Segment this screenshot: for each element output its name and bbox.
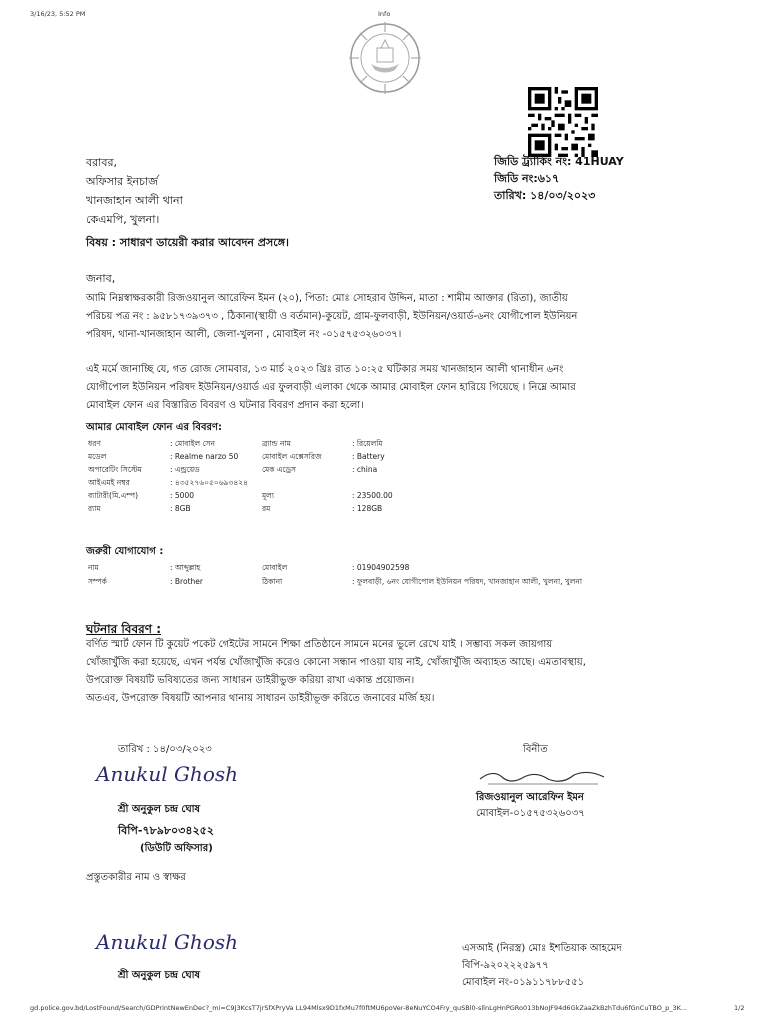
closing-text: বিনীত xyxy=(523,744,548,755)
report-paragraph xyxy=(86,361,686,415)
address-line: খানজাহান আলী থানা xyxy=(86,194,183,207)
field-label: রম xyxy=(262,504,271,513)
si-block xyxy=(462,940,622,991)
bottom-officer-name: শ্রী অনুকুল চন্দ্র ঘোষ xyxy=(118,970,201,981)
field-value: : এন্ড্রয়েড xyxy=(170,465,200,474)
address-line: অফিসার ইনচার্জ xyxy=(86,175,158,188)
officer-signature: Anukul Ghosh xyxy=(96,762,239,786)
police-emblem-logo xyxy=(347,20,423,96)
officer-name: শ্রী অনুকুল চন্দ্র ঘোষ xyxy=(118,804,201,815)
applicant-paragraph xyxy=(86,290,686,344)
incident-line: উপরোক্ত বিষয়টি ভবিষ্যতের জন্য সাধারন ডাইরীভুক্ত করিয়া রাখা একান্ত প্রয়োজন। xyxy=(86,675,415,686)
incident-line: খোঁজাখুঁজি করা হয়েছে, এখন পর্যন্ত খোঁজাখুঁজি করেও কোনো সন্ধান পাওয়া যায় নাই, খোঁজাখুঁজি অব্যাহত আছে। এমতাবস্থায়, xyxy=(86,657,586,668)
field-label: আইএমই নম্বর xyxy=(88,478,130,487)
field-label: মোবাইল এক্সেসরিজ xyxy=(262,452,322,461)
field-value: : Realme narzo 50 xyxy=(170,452,239,461)
field-label: অপারেটিং সিস্টেম xyxy=(88,465,142,474)
field-label: মডেল xyxy=(88,452,107,461)
gd-date: তারিখ: ১৪/০৩/২০২৩ xyxy=(494,189,596,202)
gd-number: জিডি নং:৬১৭ xyxy=(494,172,560,185)
field-label: ধরণ xyxy=(88,439,101,448)
field-label: মোবাইল xyxy=(262,563,288,572)
preparer-caption: প্রস্তুতকারীর নাম ও স্বাক্ষর xyxy=(86,872,186,883)
print-title: Info xyxy=(378,10,391,18)
salutation: জনাব, xyxy=(86,272,116,285)
incident-heading: ঘটনার বিবরণ : xyxy=(86,622,161,636)
paragraph-line: যোগীপোল ইউনিয়ন পরিষদ ইউনিয়ন/ওয়ার্ড এর ফুলবাড়ী এলাকা থেকে আমার মোবাইল ফোন হারিয়ে গিয়েছে । নিম্নে আমার xyxy=(86,382,576,393)
paragraph-line: আমি নিম্নস্বাক্ষরকারী রিজওয়ানুল আরেফিন ইমন (২০), পিতা: মোঃ সোহরাব উদ্দিন, মাতা : শামীম আক্তার (রিতা), জাতীয় xyxy=(86,293,568,304)
paragraph-line: মোবাইল ফোন এর বিস্তারিত বিবরণ ও ঘটনার বিবরণ প্রদান করা হলো। xyxy=(86,400,364,411)
incident-line: বর্ণিত স্মার্ট ফোন টি কুয়েট পকেট গেইটের সামনে শিক্ষা প্রতিষ্ঠানে সামনে মনের ভুলে রেখে যাই । সম্ভাব্য সকল জায়গায় xyxy=(86,639,553,650)
field-label: ব্যাটারী(মি.এম্প) xyxy=(88,491,138,500)
left-date: তারিখ : ১৪/০৩/২০২৩ xyxy=(118,744,212,755)
si-name: এসআই (নিরস্ত্র) মোঃ ইশতিয়াক আহমেদ xyxy=(462,943,622,954)
field-value: : 8GB xyxy=(170,504,191,513)
field-value: : আব্দুল্লাহ xyxy=(170,563,201,572)
field-label: ঠিকানা xyxy=(262,577,283,586)
field-label: সম্পর্ক xyxy=(88,577,107,586)
officer-role: (ডিউটি অফিসার) xyxy=(140,843,213,854)
applicant-name: রিজওয়ানুল আরেফিন ইমন xyxy=(476,792,584,803)
field-value: : 128GB xyxy=(352,504,383,513)
field-label: ব্র্যান্ড নাম xyxy=(262,439,291,448)
phone-section-heading: আমার মোবাইল ফোন এর বিবরণ: xyxy=(86,422,223,433)
qr-code-icon xyxy=(528,87,598,157)
gd-info xyxy=(494,153,624,204)
officer-signature-2: Anukul Ghosh xyxy=(96,930,239,954)
incident-description xyxy=(86,636,706,708)
si-bp: বিপি-৯২০২২২৫৯৭৭ xyxy=(462,960,549,971)
field-label: মেক এড্রেস xyxy=(262,465,297,474)
contact-section-heading: জরুরী যোগাযোগ : xyxy=(86,546,164,557)
field-label: নাম xyxy=(88,563,99,572)
field-value: : Battery xyxy=(352,452,385,461)
field-value: : ৪৩৫২৭৬০৫০৬৯৩৪২৪ xyxy=(170,478,248,487)
print-datetime: 3/16/23, 5:52 PM xyxy=(30,10,86,18)
page-number: 1/2 xyxy=(734,1004,745,1012)
field-label: মূল্য xyxy=(262,491,274,500)
field-value: : 01904902598 xyxy=(352,563,410,572)
field-label: র‍্যাম xyxy=(88,504,101,513)
address-line: বরাবর, xyxy=(86,156,118,169)
subject-line: বিষয় : সাধারণ ডায়েরী করার আবেদন প্রসঙ্গে। xyxy=(86,236,289,249)
officer-bp: বিপি-৭৮৯৮০৩৪২৫২ xyxy=(118,824,214,837)
address-line: কেএমপি, খুলনা। xyxy=(86,213,160,226)
paragraph-line: এই মর্মে জানাচ্ছি যে, গত রোজ সোমবার, ১৩ মার্চ ২০২৩ খ্রিঃ রাত ১০:২৫ ঘটিকার সময় খানজাহান আলী থানাধীন ৬নং xyxy=(86,364,564,375)
applicant-signature xyxy=(478,765,608,787)
page-url: gd.police.gov.bd/LostFound/Search/GDPrintNewEnDec?_mi=C9J3KcsT7jrSfXPryVa LL94Mlsx9D1fxMu7f0ftMU6poVer-8eNuYCO4Fry_quSBl0-sllnLgHnPGRo013bNoJF94d6GkZaaZkBzhTdu6fGnCuTBO_p_3K... xyxy=(30,1004,688,1012)
address-block xyxy=(86,153,183,229)
si-mobile: মোবাইল নং-০১৯১১৭৮৮৫৫১ xyxy=(462,977,585,988)
field-value: : মোবাইল সেন xyxy=(170,439,215,448)
field-value: : china xyxy=(352,465,378,474)
applicant-mobile: মোবাইল-০১৫৭৫৩২৬০৩৭ xyxy=(476,808,585,819)
paragraph-line: পরিষদ, থানা-খানজাহান আলী, জেলা-খুলনা , মোবাইল নং -০১৫৭৫৩২৬০৩৭। xyxy=(86,329,402,340)
field-value: : রিয়েলমি xyxy=(352,439,383,448)
field-value: : 23500.00 xyxy=(352,491,393,500)
field-value: : Brother xyxy=(170,577,203,586)
incident-line: অতএব, উপরোক্ত বিষয়টি আপনার থানায় সাধারন ডাইরীভূক্ত করিতে জনাবের মর্জি হয়। xyxy=(86,693,435,704)
paragraph-line: পরিচয় পত্র নং : ৯৫৮১৭৩৯৩৭৩ , ঠিকানা(স্থায়ী ও বর্তমান)-কুয়েট, গ্রাম-ফুলবাড়ী, ইউনিয়ন/ওয়ার্ড-৬নং যোগীপোল ইউনিয়ন xyxy=(86,311,578,322)
field-value: : ফুলবাড়ী, ৬নং যোগীপোল ইউনিয়ন পরিষদ, খানজাহান আলী, খুলনা, খুলনা xyxy=(352,577,583,586)
field-value: : 5000 xyxy=(170,491,194,500)
gd-tracking-number: জিডি ট্র্যাকিং নং: 41HUAY xyxy=(494,155,624,168)
